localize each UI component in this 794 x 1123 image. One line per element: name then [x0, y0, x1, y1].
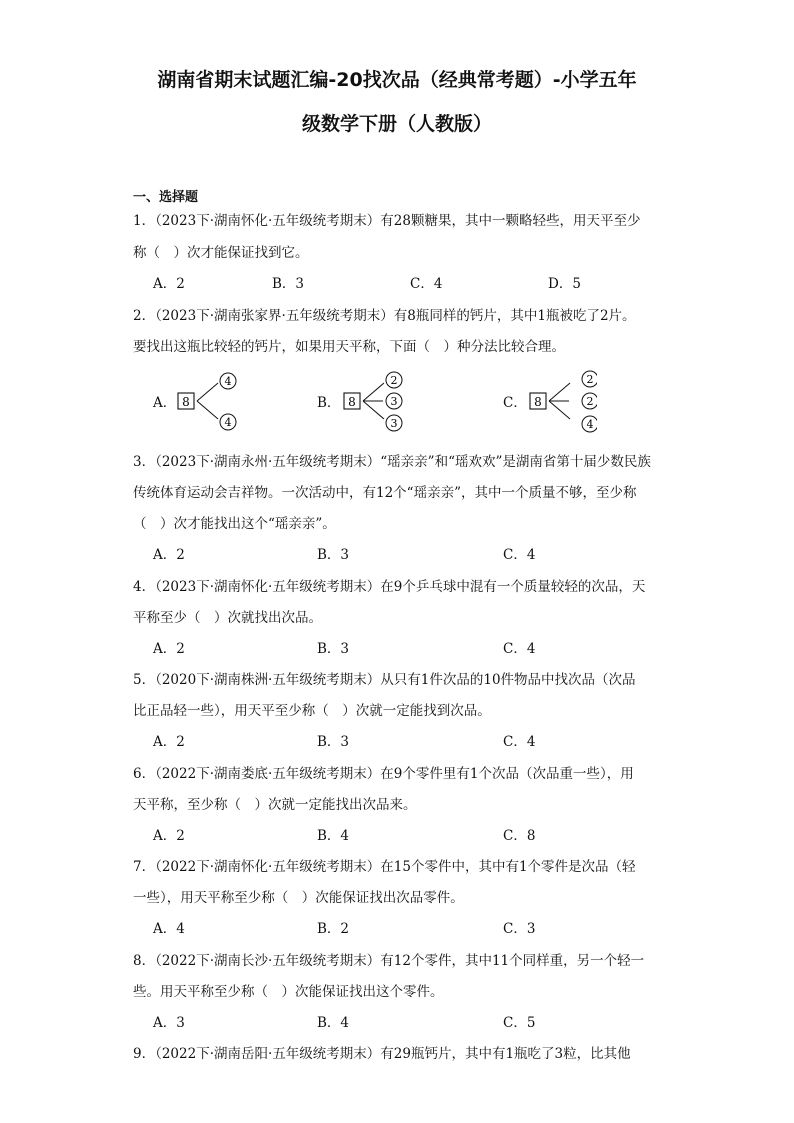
q6-line1: 6．（2022下·湖南娄底·五年级统考期末）在9个零件里有1个次品（次品重一些），用: [133, 766, 634, 782]
diagram-c-box-label: 8: [534, 395, 542, 409]
q8-option-b: B．4: [317, 1015, 350, 1031]
q5-option-b: B．3: [317, 734, 350, 750]
q3-line1: 3．（2023下·湖南永州·五年级统考期末）“瑶亲亲”和“瑶欢欢”是湖南省第十届少数民族: [133, 454, 651, 470]
q7-option-b: B．2: [317, 921, 350, 937]
q2-option-c: C．: [503, 395, 527, 411]
q6-option-c: C．8: [503, 828, 536, 844]
q8-line2: 些。用天平称至少称（ ）次能保证找出这个零件。: [133, 984, 444, 1000]
q2-option-b: B．: [317, 395, 341, 411]
q3-option-c: C．4: [503, 547, 536, 563]
diagram-a-circle-2: 4: [224, 416, 232, 429]
q1-line1: 1．（2023下·湖南怀化·五年级统考期末）有28颗糖果，其中一颗略轻些，用天平至少: [133, 213, 641, 229]
q4-line2: 平称至少（ ）次就找出次品。: [133, 610, 322, 626]
q3-option-a: A．2: [153, 547, 185, 563]
q4-line1: 4．（2023下·湖南怀化·五年级统考期末）在9个乒乓球中混有一个质量较轻的次品，天: [133, 579, 646, 595]
diagram-b-circle-1: 2: [390, 374, 398, 387]
q1-option-d: D．5: [548, 276, 581, 292]
q5-line1: 5．（2020下·湖南株洲·五年级统考期末）从只有1件次品的10件物品中找次品（次品: [133, 672, 636, 688]
q7-option-c: C．3: [503, 921, 536, 937]
q2-diagram-b: [341, 368, 411, 434]
q3-line3: （ ）次才能找出这个“瑶亲亲”。: [133, 516, 336, 532]
q1-line2: 称（ ）次才能保证找到它。: [133, 245, 309, 261]
q8-option-c: C．5: [503, 1015, 536, 1031]
q6-option-a: A．2: [153, 828, 185, 844]
document-title-line1: 湖南省期末试题汇编-20找次品（经典常考题）-小学五年: [157, 69, 637, 91]
q2-option-a: A．: [153, 395, 177, 411]
q8-line1: 8．（2022下·湖南长沙·五年级统考期末）有12个零件，其中11个同样重，另一个轻一: [133, 953, 645, 969]
diagram-b-circle-2: 3: [390, 395, 398, 408]
q3-option-b: B．3: [317, 547, 350, 563]
q8-option-a: A．3: [153, 1015, 185, 1031]
diagram-a-box-label: 8: [182, 395, 190, 409]
q7-line2: 一些），用天平称至少称（ ）次能保证找出次品零件。: [133, 890, 464, 906]
q1-option-a: A．2: [153, 276, 185, 292]
diagram-b-circle-3: 3: [390, 417, 398, 430]
q6-line2: 天平称，至少称（ ）次就一定能找出次品来。: [133, 797, 417, 813]
diagram-c-circle-2: 2: [586, 395, 594, 408]
q1-option-b: B．3: [272, 276, 305, 292]
diagram-c-circle-1: 2: [586, 373, 594, 386]
diagram-b-box-label: 8: [348, 395, 356, 409]
q7-option-a: A．4: [153, 921, 185, 937]
q4-option-b: B．3: [317, 641, 350, 657]
section-heading: 一、选择题: [133, 190, 199, 205]
document-title-line2: 级数学下册（人教版）: [301, 113, 492, 135]
q5-option-c: C．4: [503, 734, 536, 750]
q4-option-a: A．2: [153, 641, 185, 657]
q2-line2: 要找出这瓶比较轻的钙片，如果用天平称，下面（ ）种分法比较合理。: [133, 339, 565, 355]
q2-diagram-a: [175, 368, 245, 434]
diagram-c-circle-3: 4: [586, 418, 594, 431]
q3-line2: 传统体育运动会吉祥物。一次活动中，有12个“瑶亲亲”，其中一个质量不够，至少称: [133, 485, 637, 501]
q4-option-c: C．4: [503, 641, 536, 657]
q2-diagram-c: [527, 368, 597, 434]
q6-option-b: B．4: [317, 828, 350, 844]
q7-line1: 7．（2022下·湖南怀化·五年级统考期末）在15个零件中，其中有1个零件是次品（轻: [133, 859, 636, 875]
q2-line1: 2．（2023下·湖南张家界·五年级统考期末）有8瓶同样的钙片，其中1瓶被吃了2片。: [133, 308, 636, 324]
q5-option-a: A．2: [153, 734, 185, 750]
q1-option-c: C．4: [410, 276, 443, 292]
diagram-a-circle-1: 4: [224, 375, 232, 388]
q9-line1: 9．（2022下·湖南岳阳·五年级统考期末）有29瓶钙片，其中有1瓶吃了3粒，比其他: [133, 1046, 631, 1062]
q5-line2: 比正品轻一些），用天平至少称（ ）次就一定能找到次品。: [133, 703, 491, 719]
